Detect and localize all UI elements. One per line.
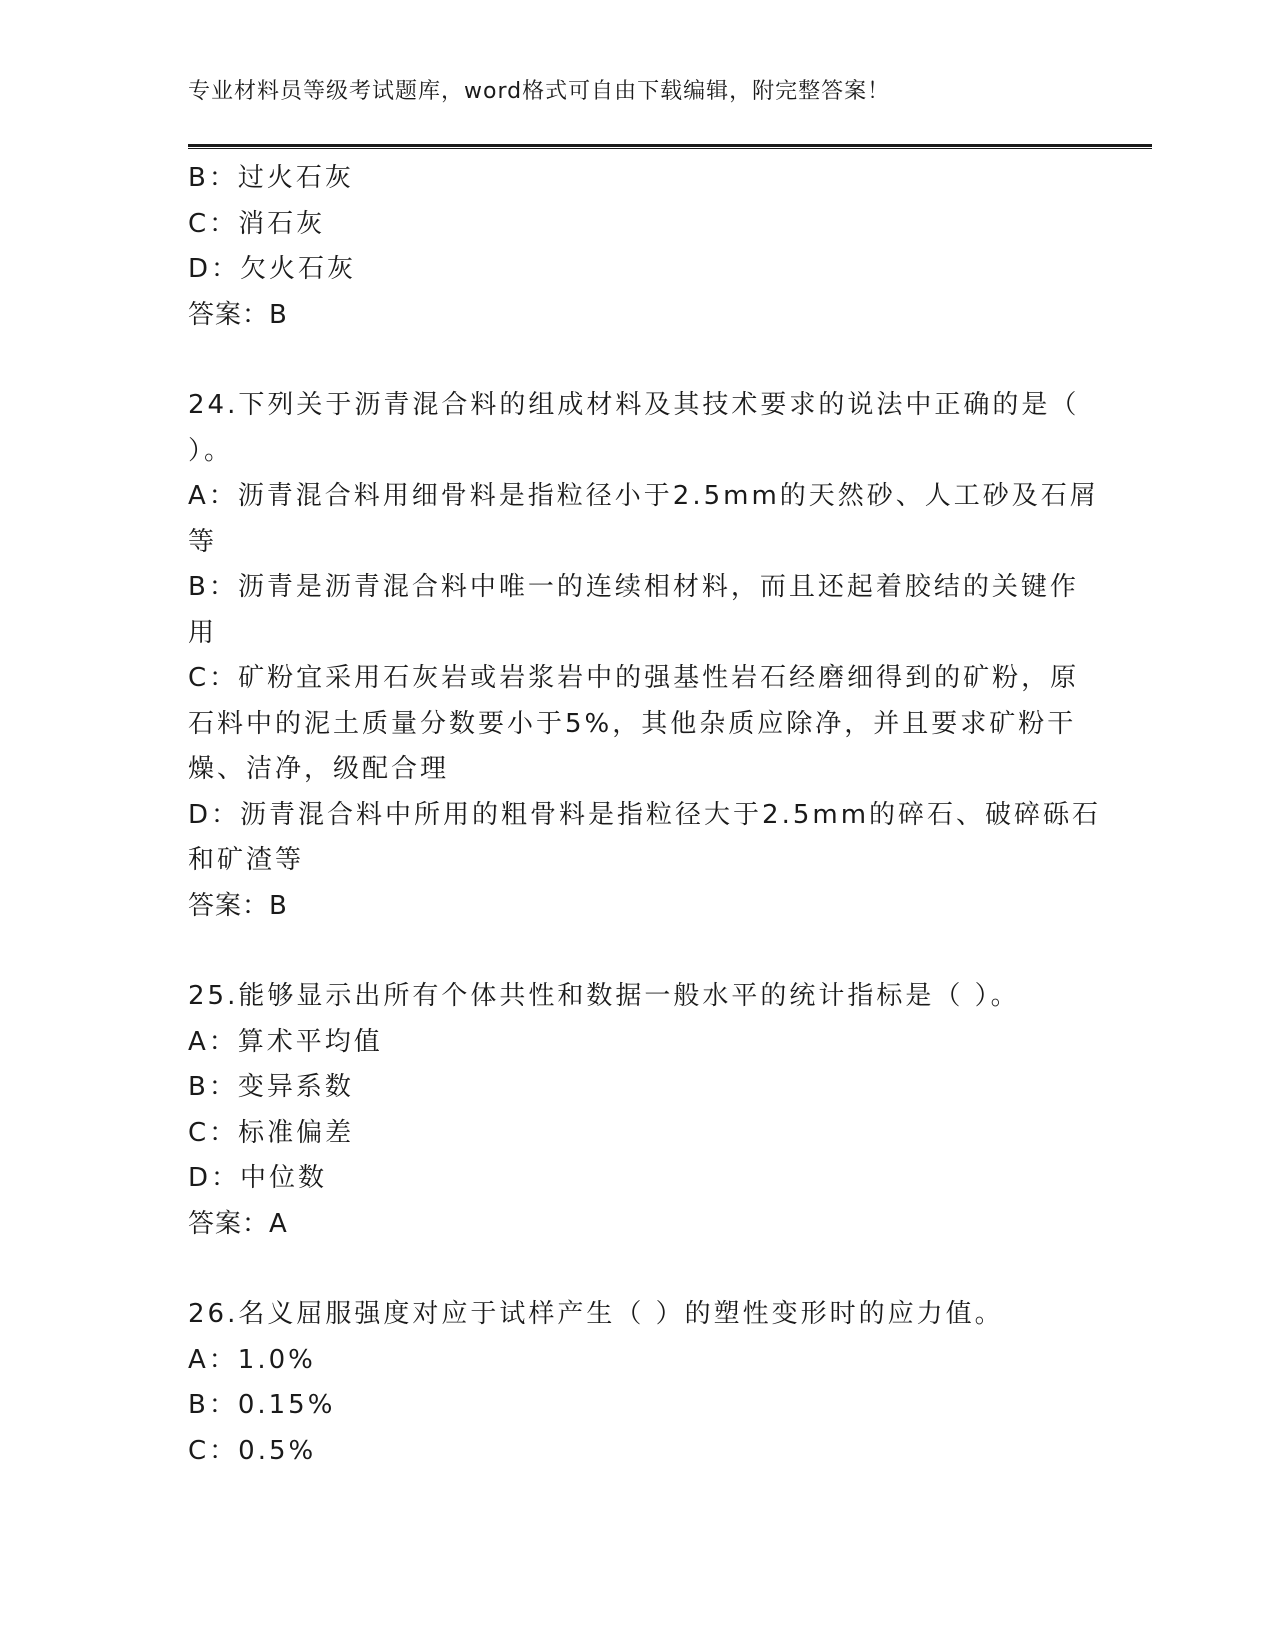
question-content [188,156,1102,1474]
option-b-cont: 用 [188,617,218,648]
option-a-cont: 等 [188,526,218,557]
option-c-cont: 石料中的泥土质量分数要小于5%，其他杂质应除净，并且要求矿粉干 [188,708,1077,739]
question-stem-cont: ）。 [188,435,234,466]
page-header: 专业材料员等级考试题库，word格式可自由下载编辑，附完整答案！ [188,79,891,104]
option-d: D：中位数 [188,1163,328,1193]
option-c: C：0.5% [188,1435,317,1466]
question-26 [188,1292,1088,1474]
question-25 [188,974,1088,1247]
option-c: C：矿粉宜采用石灰岩或岩浆岩中的强基性岩石经磨细得到的矿粉，原 [188,663,1080,693]
spacer [188,338,1088,383]
option-a: A：沥青混合料用细骨料是指粒径小于2.5mm的天然砂、人工砂及石屑 [188,481,1099,511]
option-a: A：1.0% [188,1344,316,1375]
question-stem: 25.能够显示出所有个体共性和数据一般水平的统计指标是（ ）。 [188,981,1020,1011]
previous-question [188,156,1088,338]
option-a: A：算术平均值 [188,1026,383,1057]
answer: 答案：A [188,1208,288,1239]
option-d: D：欠火石灰 [188,254,357,284]
spacer [188,1247,1088,1292]
option-b: B：过火石灰 [188,163,354,193]
option-c: C：标准偏差 [188,1117,355,1148]
option-d-cont: 和矿渣等 [188,845,305,875]
option-c-cont: 燥、洁净，级配合理 [188,754,450,784]
question-stem: 24.下列关于沥青混合料的组成材料及其技术要求的说法中正确的是（ [188,390,1080,420]
option-c: C：消石灰 [188,208,326,239]
option-d: D：沥青混合料中所用的粗骨料是指粒径大于2.5mm的碎石、破碎砾石 [188,799,1102,830]
option-b: B：变异系数 [188,1072,354,1102]
option-b: B：沥青是沥青混合料中唯一的连续相材料，而且还起着胶结的关键作 [188,572,1079,602]
answer: 答案：B [188,299,288,330]
question-24 [188,383,1102,929]
option-b: B：0.15% [188,1390,336,1420]
header-rule [188,144,1152,149]
question-stem: 26.名义屈服强度对应于试样产生（ ）的塑性变形时的应力值。 [188,1299,1004,1329]
spacer [188,929,1088,974]
answer: 答案：B [188,890,288,921]
